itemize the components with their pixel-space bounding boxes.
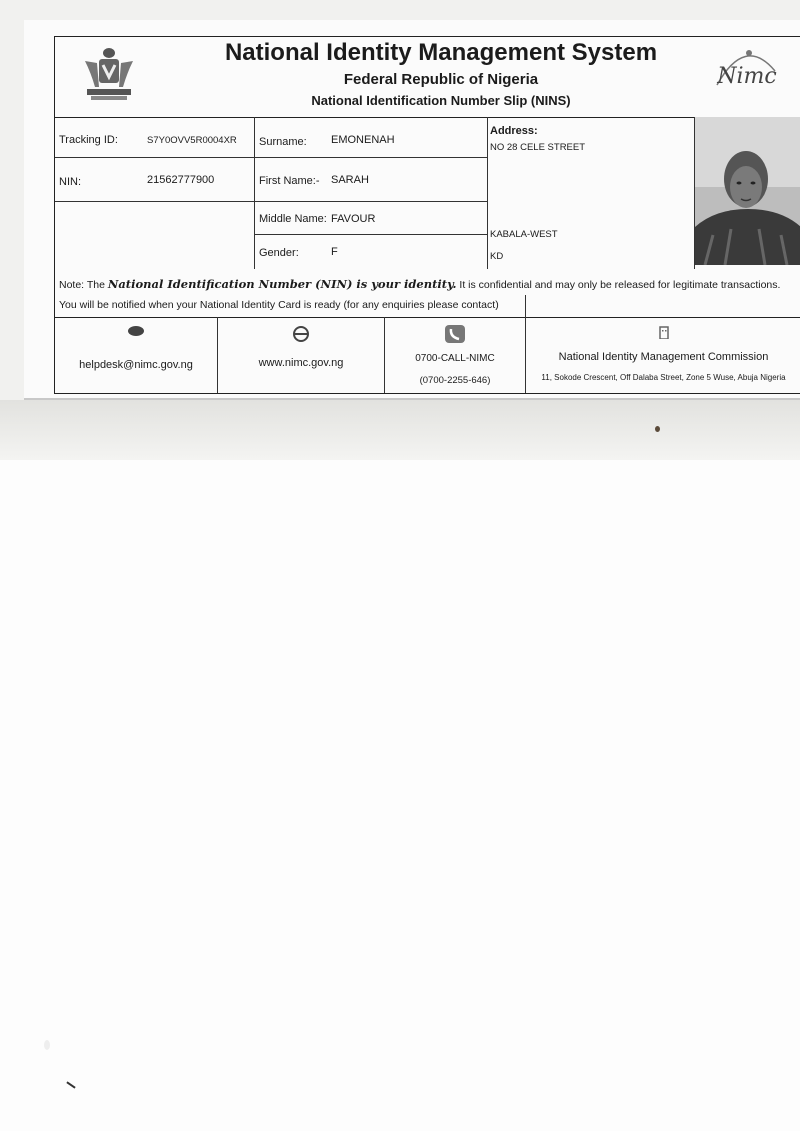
address-lga: KABALA-WEST [490, 229, 558, 240]
footer-org [526, 317, 800, 393]
tracking-cell [55, 117, 255, 158]
tracking-label: Tracking ID: [59, 134, 118, 146]
scan-speck [655, 426, 660, 432]
gender-value: F [331, 246, 338, 258]
note-section [55, 269, 800, 318]
note-emphasis: National Identification Number (NIN) is your identity. [107, 277, 457, 291]
middlename-label: Middle Name: [259, 213, 327, 225]
passport-photo [695, 117, 800, 265]
website-text[interactable]: www.nimc.gov.ng [258, 357, 344, 369]
footer-website [218, 317, 385, 393]
nimc-logo-icon [709, 41, 783, 101]
firstname-value: SARAH [331, 174, 369, 186]
phone-digits: (0700-2255-646) [419, 375, 491, 386]
footer-email [55, 317, 218, 393]
surname-value: EMONENAH [331, 134, 395, 146]
nin-slip [24, 20, 800, 400]
surname-label: Surname: [259, 136, 307, 148]
address-state: KD [490, 251, 504, 262]
address-cell [488, 117, 695, 269]
tracking-value: S7Y0OVV5R0004XR [147, 135, 237, 146]
nin-label: NIN: [59, 176, 81, 188]
note-rest: It is confidential and may only be released for legitimate transactions. [459, 279, 781, 291]
footer-phone [385, 317, 526, 393]
scan-speck [44, 1040, 50, 1050]
page-title: National Identity Management System [224, 39, 658, 66]
slip-title: National Identification Number Slip (NINS) [311, 93, 571, 108]
address-line1: NO 28 CELE STREET [490, 142, 586, 153]
firstname-label: First Name:- [259, 175, 320, 187]
nimc-logo-text: Nimc [717, 64, 777, 89]
note-line2: You will be notified when your National Identity Card is ready (for any enquiries please contact) [59, 299, 499, 311]
nin-value: 21562777900 [147, 174, 215, 186]
slip-header [55, 37, 800, 118]
building-icon [657, 325, 671, 339]
address-label: Address: [490, 125, 538, 137]
slip-frame [54, 36, 800, 394]
gender-label: Gender: [259, 247, 299, 259]
page-subtitle: Federal Republic of Nigeria [343, 71, 539, 88]
email-icon [127, 325, 145, 337]
firstname-cell [255, 158, 488, 202]
middlename-cell [255, 202, 488, 235]
nin-cell [55, 158, 255, 202]
gender-cell [255, 235, 488, 269]
middlename-value: FAVOUR [331, 213, 376, 225]
scan-shadow [0, 400, 800, 460]
surname-cell [255, 117, 488, 158]
note-divider [525, 295, 526, 317]
phone-icon [445, 325, 465, 343]
org-address: 11, Sokode Crescent, Off Dalaba Street, Zone 5 Wuse, Abuja Nigeria [541, 373, 786, 382]
web-icon [292, 325, 310, 343]
email-text[interactable]: helpdesk@nimc.gov.ng [79, 359, 193, 371]
org-name: National Identity Management Commission [558, 351, 769, 363]
scan-speck [66, 1081, 75, 1088]
blank-cell [55, 202, 255, 269]
phone-text[interactable]: 0700-CALL-NIMC [415, 353, 495, 364]
note-prefix: Note: The [59, 279, 105, 291]
